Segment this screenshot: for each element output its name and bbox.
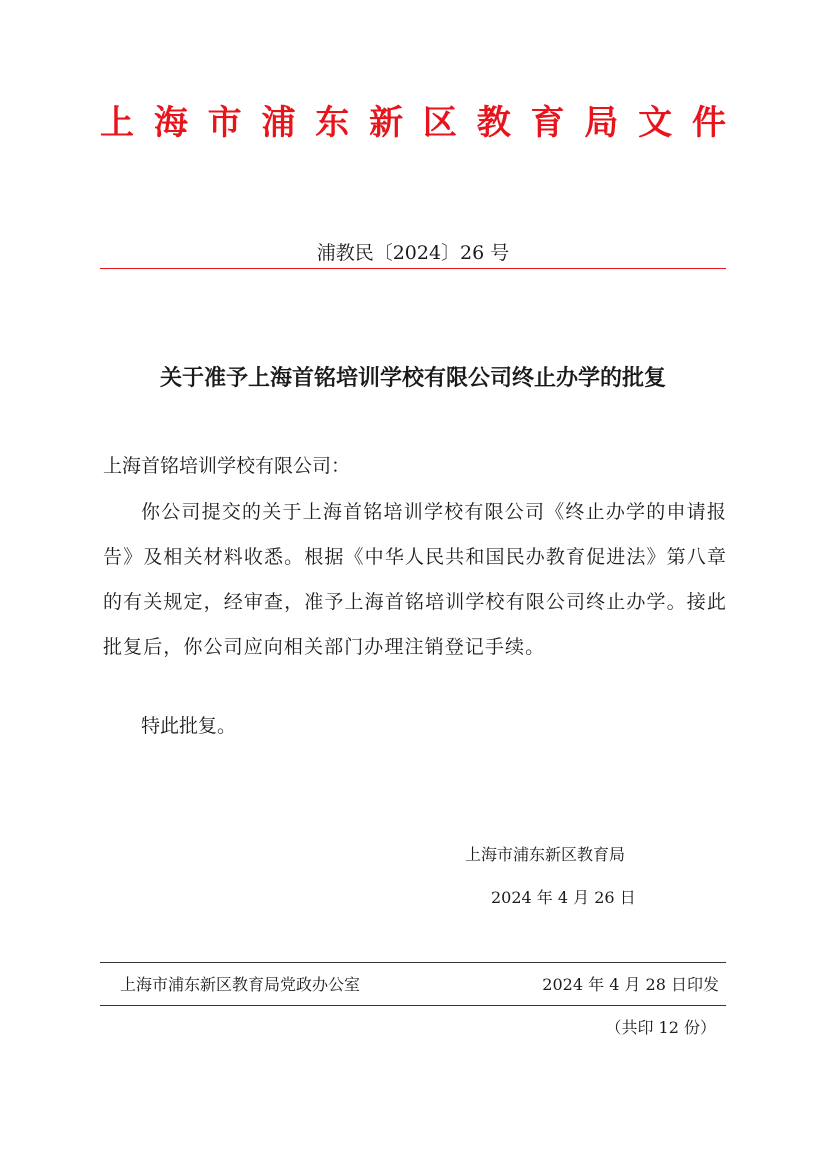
header-char: 浦 <box>261 103 296 143</box>
footer-bottom-divider <box>100 1005 726 1006</box>
header-red-divider <box>100 268 726 269</box>
closing-line: 特此批复。 <box>141 715 237 737</box>
header-char: 教 <box>476 103 511 143</box>
header-char: 上 <box>100 103 134 143</box>
header-char: 育 <box>530 103 565 143</box>
footer-top-divider <box>100 962 726 963</box>
document-title: 关于准予上海首铭培训学校有限公司终止办学的批复 <box>159 366 666 391</box>
document-header-title <box>100 100 726 146</box>
header-char: 东 <box>315 103 350 143</box>
footer-issuing-office: 上海市浦东新区教育局党政办公室 <box>120 975 361 994</box>
body-paragraph: 你公司提交的关于上海首铭培训学校有限公司《终止办学的申请报告》及相关材料收悉。根据《中华人民共和国民办教育促进法》第八章的有关规定，经审查，准予上海首铭培训学校有限公司终止办学。接此批复后，你公司应向相关部门办理注销登记手续。 <box>103 501 727 658</box>
header-char: 区 <box>422 103 457 143</box>
addressee: 上海首铭培训学校有限公司： <box>103 455 351 477</box>
print-copies: （共印 12 份） <box>605 1018 716 1037</box>
header-char: 件 <box>691 103 726 143</box>
header-char: 市 <box>207 103 242 143</box>
document-number: 浦教民〔2024〕26 号 <box>316 242 510 264</box>
signature-organization: 上海市浦东新区教育局 <box>465 845 626 864</box>
header-char: 海 <box>153 103 188 143</box>
footer-print-date: 2024 年 4 月 28 日印发 <box>542 975 719 994</box>
signature-date: 2024 年 4 月 26 日 <box>491 888 636 907</box>
header-char: 文 <box>638 103 673 143</box>
header-char: 新 <box>369 103 404 143</box>
header-char: 局 <box>584 103 619 143</box>
